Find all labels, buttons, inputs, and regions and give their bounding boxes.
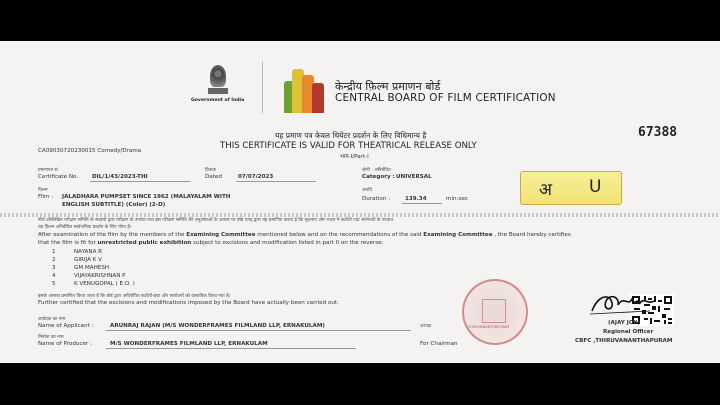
statement-hindi-line2: यह फ़िल्म अनिर्बंधित सार्वजनिक प्रदर्शन के लिए योग्य है।	[38, 225, 132, 230]
cert-no-value: DIL/1/43/2023-THI	[92, 174, 148, 180]
validity-english: THIS CERTIFICATE IS VALID FOR THEATRICAL RELEASE ONLY	[220, 141, 477, 151]
applicant-hindi: आवेदक का नाम	[38, 317, 66, 322]
board-title-hindi: केन्द्रीय फ़िल्म प्रमाणन बोर्ड	[335, 80, 441, 93]
producer-label: Name of Producer :	[38, 341, 92, 347]
cbfc-logo-icon	[284, 67, 324, 113]
reference-code: CA09030720230015 Comedy/Drama	[38, 148, 142, 154]
seal-text: THIRUVANANTHAPURAM	[468, 325, 510, 329]
statement-english-line2	[38, 240, 383, 246]
duration-label: Duration :	[362, 196, 390, 202]
film-hindi: फ़िल्म	[38, 188, 48, 193]
date-hindi: दिनांक	[205, 168, 216, 173]
signatory-name: (AJAY JOY)	[608, 320, 641, 326]
cert-no-underline	[90, 181, 190, 182]
further-hindi: इसके अलावा प्रमाणित किया जाता है कि बोर्ड द्वारा अधिरोपित कटौती-छांट और संशोधनों को वास्तविक किया गया है।	[38, 294, 231, 299]
emblem-caption: Government of India	[191, 98, 245, 103]
cert-no-label: Certificate No.	[38, 174, 79, 180]
duration-underline	[402, 203, 442, 204]
cert-no-hindi: प्रमाणपत्र सं.	[38, 168, 60, 173]
signature-icon	[588, 287, 658, 317]
further-english: Further certified that the excisions and modifications imposed by the Board have actually been carried out.	[38, 300, 339, 306]
board-title-english: CENTRAL BOARD OF FILM CERTIFICATION	[335, 92, 556, 104]
certificate-number: 67388	[638, 125, 678, 140]
chairman-label: For Chairman	[420, 341, 458, 347]
applicant-label: Name of Applicant :	[38, 323, 94, 329]
seal-inner-box	[482, 299, 506, 323]
part-label: भाग-I/Part-I	[340, 154, 369, 160]
chairman-hindi: अध्यक्ष	[420, 324, 432, 329]
statement-prefix: After examination of the film by the members of the	[38, 232, 185, 238]
committee-member: 4 VIJAYAKRISHNAN P	[52, 273, 126, 279]
signatory-office: CBFC ,THIRUVANANTHAPURAM	[575, 338, 673, 344]
statement-hindi-line1: नीचे उल्लिखित परीक्षण समिति के सदस्यों द्वारा परीक्षण के उपरांत तथा इस परीक्षण समिति की अनुशंसाओं के आधार पर बोर्ड एतद् द्वारा यह प्रमाणित करता है कि सूचनाएं और भारत में कटौती एवं/ संशोधनों के पश्चात	[38, 218, 394, 223]
committee-member: 2 GIRIJA K V	[52, 257, 102, 263]
rating-box	[520, 171, 622, 205]
signatory-title: Regional Officer	[603, 329, 654, 335]
film-value-line1: JALADHARA PUMPSET SINCE 1962 (MALAYALAM WITH	[62, 194, 231, 200]
category-hindi: श्रेणी : अनिर्बंधित	[362, 168, 391, 173]
category-label: Category :	[362, 174, 395, 180]
statement-suffix: , the Board hereby certifies	[494, 232, 571, 238]
official-seal-icon	[462, 279, 528, 345]
unrestricted-exhibition: unrestricted public exhibition	[97, 240, 192, 246]
examining-committee-2: Examining Committee	[423, 232, 493, 238]
statement-mid: mentioned below and on the recommendations of the said	[257, 232, 422, 238]
film-label: Film :	[38, 194, 54, 200]
duration-hindi: अवधि	[362, 188, 373, 193]
committee-member: 1 NAYANA R	[52, 249, 103, 255]
applicant-value: ARUNRAJ RAJAN (M/S WONDERFRAMES FILMLAND LLP, ERNAKULAM)	[110, 323, 325, 329]
ashoka-emblem-icon	[210, 65, 226, 87]
validity-hindi: यह प्रमाण पत्र केवल थियेटर प्रदर्शन के लिए विधिमान्य है	[275, 131, 427, 140]
examining-committee-1: Examining Committee	[186, 232, 256, 238]
category-value: UNIVERSAL	[396, 174, 432, 180]
government-emblem	[191, 63, 245, 113]
producer-hindi: निर्माता का नाम	[38, 335, 64, 340]
statement-line2-prefix: that the film is fit for	[38, 240, 96, 246]
rating-hindi: अ	[539, 180, 552, 200]
producer-underline	[106, 348, 356, 349]
statement-line2-suffix: subject to excisions and modification listed in part II on the reverse:	[193, 240, 384, 246]
logo-bar-red	[312, 83, 324, 113]
date-label: Dated	[205, 174, 222, 180]
emblem-base	[208, 88, 228, 94]
statement-english-line1	[38, 232, 571, 238]
header-divider	[262, 61, 263, 113]
committee-member: 5 K VENUGOPAL ( E.O. )	[52, 281, 135, 287]
certificate	[0, 41, 720, 363]
producer-value: M/S WONDERFRAMES FILMLAND LLP, ERNAKULAM	[110, 341, 268, 347]
date-underline	[236, 181, 316, 182]
committee-member: 3 GM MAHESH	[52, 265, 110, 271]
duration-value: 139.34	[405, 196, 427, 202]
film-value-line2: ENGLISH SUBTITLE) (Color) (2-D)	[62, 202, 166, 208]
rating-english: U	[589, 177, 602, 197]
applicant-underline	[106, 330, 411, 331]
duration-unit: min:sec	[446, 196, 468, 202]
date-value: 07/07/2023	[238, 174, 274, 180]
